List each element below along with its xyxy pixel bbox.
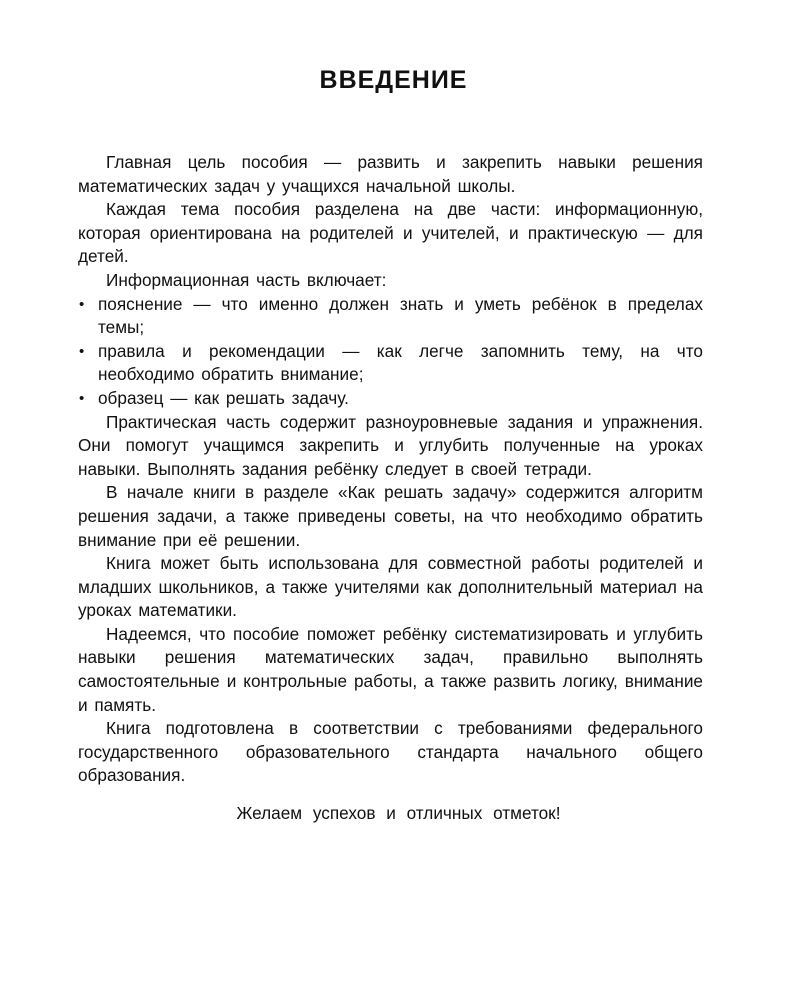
list-item [78, 387, 703, 411]
list-item-text: пояснение — что именно должен знать и уметь ребёнок в пределах темы; [98, 293, 703, 338]
paragraph-algorithm: В начале книги в разделе «Как решать задачу» содержится алгоритм решения задачи, а также приведены советы, на что необходимо обратить внимание при её решении. [78, 482, 703, 550]
closing-wish: Желаем успехов и отличных отметок! [236, 803, 561, 824]
list-item [78, 340, 703, 387]
paragraph-standard: Книга подготовлена в соответствии с требованиями федерального государственного образовательного стандарта начального общего образования. [78, 718, 703, 786]
paragraph-info-part: Информационная часть включает: [106, 269, 387, 290]
list-item-text: образец — как решать задачу. [98, 387, 349, 408]
paragraph-hope: Надеемся, что пособие поможет ребёнку систематизировать и углубить навыки решения математических задач, правильно выполнять самостоятельные и контрольные работы, а также развить логику, внимание и память. [78, 623, 703, 715]
info-part-list [78, 293, 703, 411]
page [78, 60, 703, 826]
bullet-icon: • [79, 342, 85, 360]
page-title: ВВЕДЕНИЕ [319, 66, 468, 94]
body-text [78, 151, 703, 826]
list-item [78, 293, 703, 340]
paragraph-structure: Каждая тема пособия разделена на две части: информационную, которая ориентирована на родителей и учителей, и практическую — для детей. [78, 199, 703, 267]
bullet-icon: • [79, 295, 85, 313]
paragraph-goal: Главная цель пособия — развить и закрепить навыки решения математических задач у учащихся начальной школы. [78, 152, 703, 196]
list-item-text: правила и рекомендации — как легче запомнить тему, на что необходимо обратить внимание; [98, 340, 703, 385]
paragraph-practical-part: Практическая часть содержит разноуровневые задания и упражнения. Они помогут учащимся закрепить и углубить полученные на уроках навыки. Выполнять задания ребёнку следует в своей тетради. [78, 411, 703, 479]
paragraph-usage: Книга может быть использована для совместной работы родителей и младших школьников, а также учителями как дополнительный материал на уроках математики. [78, 553, 703, 621]
bullet-icon: • [79, 389, 85, 407]
